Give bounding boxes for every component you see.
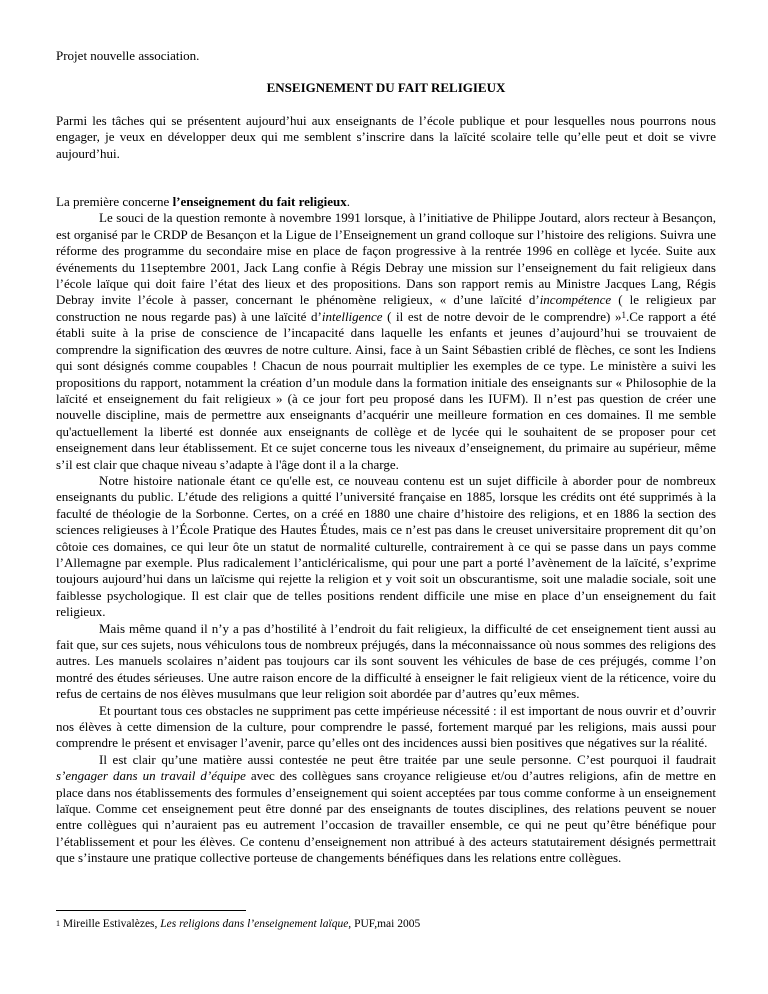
history-text-d: .Ce rapport a été établi suite à la prise de conscience de l’incapacité dans laquelle les enfants et jeunes d’aujourd’hui se trouvaient de comprendre la signification des œuvres de notre culture. Ainsi, face à un Saint Sébastien criblé de flèches, ce sont les Indiens qui sont désignés comme coupables ! Chacun de nous pourrait multiplier les exemples de ce type. Le ministère a suivi les propositions du rapport, notamment la création d’un module dans la formation initiale des enseignants sur « Philosophie de la laïcité et enseignement du fait religieux » (à ce jour fort peu proposé dans les IUFM). Il n’est pas question de créer une nouvelle discipline, mais de permettre aux enseignants d’acquérir une meilleure formation en ces domaines. Il me semble qu'actuellement la liberté est donnée aux enseignants de collège et de lycée qui le souhaitent de se proposer pour cet enseignement dans leur établissement. Et ce sujet concerne tous les niveaux d’enseignement, du primaire au supérieur, même s’il est clair que chaque niveau s’adapte à l'âge dont il a la charge. <box>56 308 716 472</box>
document-page <box>56 48 716 867</box>
footnote-reference[interactable]: 1 <box>621 309 626 320</box>
paragraph-necessity: Et pourtant tous ces obstacles ne suppriment pas cette impérieuse nécessité : il est important de nous ouvrir et d’ouvrir nos élèves à cette dimension de la culture, pour comprendre le passé, fortement marqué par les religions, mais aussi pour comprendre le présent et envisager l’avenir, parce qu’elles ont des incidences aussi bien positives que négatives sur la réalité. <box>56 702 716 751</box>
first-topic-lead: La première concerne <box>56 194 173 210</box>
footnote-book-title: Les religions dans l’enseignement laïque, <box>160 918 352 930</box>
footnote-publisher: PUF,mai 2005 <box>351 918 421 930</box>
teamwork-text-a: Il est clair qu’une matière aussi contestée ne peut être traitée par une seule personne. C’est pourquoi il faudrait <box>99 751 716 767</box>
history-italic-intelligence: intelligence <box>321 308 383 324</box>
document-title: ENSEIGNEMENT DU FAIT RELIGIEUX <box>266 80 506 96</box>
history-text-a: Le souci de la question remonte à novembre 1991 lorsque, à l’initiative de Philippe Joutard, alors recteur à Besançon, est organisé par le CRDP de Besançon et la Ligue de l’Enseignement un grand colloque sur l’histoire des religions. Suivra une réforme des programme du secondaire mise en place de façon progressive à la rentrée 1996 en collège et lycée. Suite aux événements du 11septembre 2001, Jack Lang confie à Régis Debray une mission sur l’enseignement du fait religieux dans l’école laïque qui doit faire l’état des lieux et des propositions. Dans son rapport remis au Ministre Jacques Lang, Régis Debray invite l’école à passer, concernant le phénomène religieux, « d’une laïcité d’ <box>56 210 716 308</box>
paragraph-prejudices: Mais même quand il n’y a pas d’hostilité à l’endroit du fait religieux, la difficulté de cet enseignement tient aussi au fait que, sur ces sujets, nous véhiculons tous de nombreux préjugés, dans la méconnaissance où nous sommes des religions des autres. Les manuels scolaires n’aident pas toujours car ils sont souvent les véhicules de base de ces préjugés, comme l’on montré des études sérieuses. Une autre raison encore de la difficulté à enseigner le fait religieux vient de la réticence, voire du refus de certains de nos élèves musulmans que leur religion soit abordée par d’autres qu’eux mêmes. <box>56 620 716 702</box>
intro-paragraph: Parmi les tâches qui se présentent aujourd’hui aux enseignants de l’école publique et pour lesquelles nous pourrons nous engager, je veux en développer deux qui me semblent s’inscrire dans la laïcité scolaire telle qu’elle peut et doit se vivre aujourd’hui. <box>56 112 716 161</box>
first-topic-end: . <box>346 194 350 210</box>
footnote-number: 1 <box>56 919 60 928</box>
first-topic-bold: l’enseignement du fait religieux <box>172 194 347 210</box>
teamwork-text-b: avec des collègues sans croyance religieuse et/ou d’autres religions, afin de mettre en place dans nos établissements des formules d’enseignement qui soient acceptées par tous comme conforme à un enseignement laïque. Comme cet enseignement peut être donné par des enseignants de toutes disciplines, des relations peuvent se nouer entre collègues qui n’auraient pas eu autrement l’occasion de travailler ensemble, ce qui ne peut qu’être bénéfique pour l’établissement et pour les élèves. Ce contenu d’enseignement non attribué à des acteurs statutairement désignés permettrait que s’instaure une pratique collective porteuse de changements bénéfiques dans les relations entre collègues. <box>56 768 716 866</box>
paragraph-history <box>56 210 716 473</box>
footnote-author: Mireille Estivalèzes, <box>60 918 161 930</box>
history-italic-incompetence: incompétence <box>539 292 612 308</box>
footnote-separator <box>56 910 246 911</box>
history-text-b: ( le religieux par construction ne nous regarde pas) à une laïcité d’ <box>56 292 717 324</box>
paragraph-teamwork <box>56 752 716 867</box>
history-text-c: ( il est de notre devoir de le comprendre) » <box>382 308 622 324</box>
paragraph-first-topic <box>56 194 716 210</box>
header-line: Projet nouvelle association. <box>56 48 200 63</box>
paragraph-national-history: Notre histoire nationale étant ce qu'elle est, ce nouveau contenu est un sujet difficile à aborder pour de nombreux enseignants du public. L’étude des religions a quitté l’université française en 1885, lorsque les crédits ont été supprimés à la faculté de théologie de la Sorbonne. Certes, on a créé en 1880 une chaire d’histoire des religions, et en 1886 la section des sciences religieuses à l’École Pratique des Hautes Études, mais ce n’est pas dans le creuset universitaire proprement dit qu’on côtoie ces domaines, ce qui leur ôte un statut de normalité culturelle, contrairement à ce qui se passe dans un pays comme l’Allemagne par exemple. Plus radicalement l’anticléricalisme, qui pour une part a porté l’avènement de la laïcité, s’exprime toujours aujourd’hui dans un laïcisme qui rejette la religion et y voit soit un obscurantisme, soit une maladie sociale, soit une faiblesse psychologique. Il est clair que de telles positions rendent difficile une mise en place d’un enseignement du fait religieux. <box>56 472 716 620</box>
footnote <box>56 917 716 931</box>
teamwork-italic: s’engager dans un travail d’équipe <box>56 768 246 784</box>
